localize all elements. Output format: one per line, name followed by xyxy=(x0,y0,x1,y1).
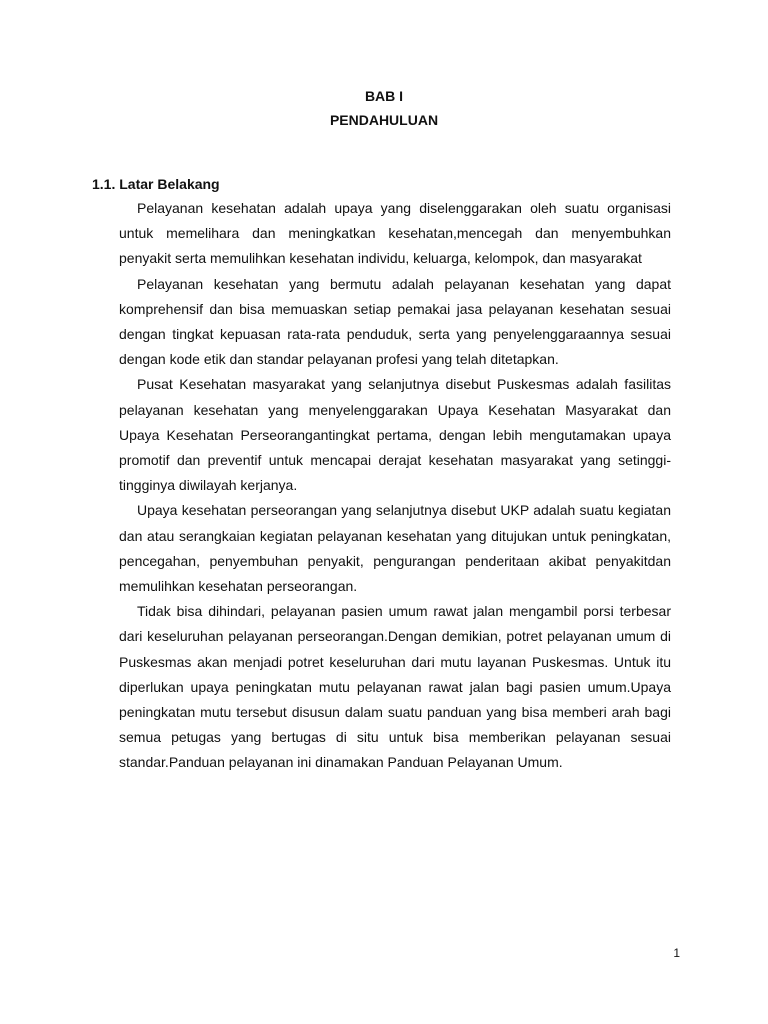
paragraph: Pelayanan kesehatan adalah upaya yang diselenggarakan oleh suatu organisasi untuk memelihara dan meningkatkan kesehatan,mencegah dan menyembuhkan penyakit serta memulihkan kesehatan individu, keluarga, kelompok, dan masyarakat xyxy=(119,200,671,267)
chapter-title: PENDAHULUAN xyxy=(329,112,439,128)
paragraph: Pelayanan kesehatan yang bermutu adalah pelayanan kesehatan yang dapat komprehensif dan bisa memuaskan setiap pemakai jasa pelayanan kesehatan sesuai dengan tingkat kepuasan rata-rata penduduk, serta yang penyelenggaraannya sesuai dengan kode etik dan standar pelayanan profesi yang telah ditetapkan. xyxy=(119,275,671,368)
paragraph: Upaya kesehatan perseorangan yang selanjutnya disebut UKP adalah suatu kegiatan dan atau serangkaian kegiatan pelayanan kesehatan yang ditujukan untuk peningkatan, pencegahan, penyembuhan penyakit, pengurangan penderitaan akibat penyakitdan memulihkan kesehatan perseorangan. xyxy=(119,502,671,595)
paragraph: Tidak bisa dihindari, pelayanan pasien umum rawat jalan mengambil porsi terbesar dari keseluruhan pelayanan perseorangan.Dengan demikian, potret pelayanan umum di Puskesmas akan menjadi potret keseluruhan dari mutu layanan Puskesmas. Untuk itu diperlukan upaya peningkatan mutu pelayanan rawat jalan bagi pasien umum.Upaya peningkatan mutu tersebut disusun dalam suatu panduan yang bisa memberi arah bagi semua petugas yang bertugas di situ untuk bisa memberikan pelayanan sesuai standar.Panduan pelayanan ini dinamakan Panduan Pelayanan Umum. xyxy=(119,603,671,771)
chapter-label: BAB I xyxy=(364,88,404,104)
page-number: 1 xyxy=(673,946,680,960)
paragraph: Pusat Kesehatan masyarakat yang selanjutnya disebut Puskesmas adalah fasilitas pelayanan kesehatan yang menyelenggarakan Upaya Kesehatan Masyarakat dan Upaya Kesehatan Perseorangantingkat pertama, dengan lebih mengutamakan upaya promotif dan preventif untuk mencapai derajat kesehatan masyarakat yang setinggi-tingginya diwilayah kerjanya. xyxy=(119,376,671,494)
section-heading: 1.1. Latar Belakang xyxy=(92,176,220,192)
body-text xyxy=(119,196,671,776)
